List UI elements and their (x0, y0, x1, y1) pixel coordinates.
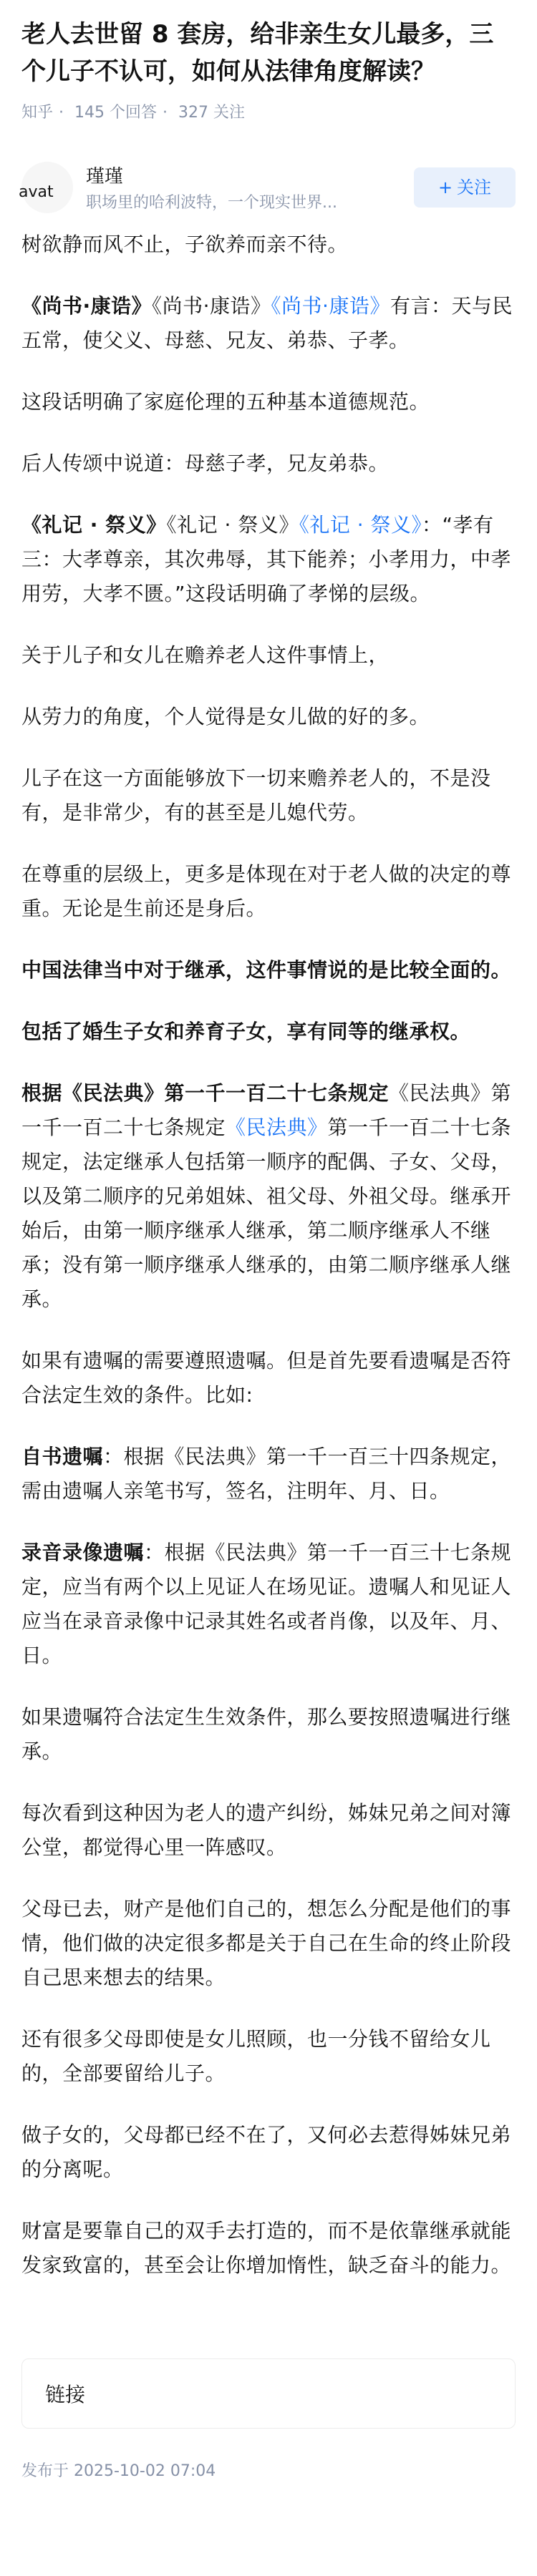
paragraph: 关于儿子和女儿在赡养老人这件事情上， (21, 643, 390, 667)
question-meta: 知乎 · 145 个回答 · 327 关注 (21, 104, 246, 122)
paragraph: 后人传颂中说道：母慈子孝，兄友弟恭。 (21, 452, 390, 475)
paragraph: 父母已去，财产是他们自己的，想怎么分配是他们的事情，他们做的决定很多都是关于自己在生命的终止阶段自己思来想去的结果。 (21, 1897, 512, 1989)
author-bio: 职场里的哈利波特，一个现实世界... (86, 194, 337, 212)
paragraph: 树欲静而风不止，子欲养而亲不待。 (21, 233, 349, 256)
avatar-alt-text: avat (19, 183, 54, 201)
paragraph: 根据《民法典》第一千一百二十七条规定《民法典》第一千一百二十七条规定《民法典》第一千一百二十七条规定，法定继承人包括第一顺序的配偶、子女、父母，以及第二顺序的兄弟姐妹、祖父母、外祖父母。继承开始后，由第一顺序继承人继承，第二顺序继承人不继承；没有第一顺序继承人继承的，由第二顺序继承人继承。 (21, 1081, 512, 1311)
paragraph: 财富是要靠自己的双手去打造的，而不是依靠继承就能发家致富的，甚至会让你增加惰性，缺乏奋斗的能力。 (21, 2219, 512, 2277)
paragraph: 每次看到这种因为老人的遗产纠纷，姊妹兄弟之间对簿公堂，都觉得心里一阵感叹。 (21, 1801, 512, 1859)
follow-count: 327 关注 (178, 104, 246, 122)
answer-content (21, 228, 516, 2310)
follow-button[interactable] (414, 167, 516, 208)
paragraph: 如果有遗嘱的需要遵照遗嘱。但是首先要看遗嘱是否符合法定生效的条件。比如: (21, 1349, 512, 1407)
paragraph: 从劳力的角度，个人觉得是女儿做的好的多。 (21, 705, 430, 728)
follow-label: 关注 (457, 177, 492, 197)
bold-text: 包括了婚生子女和养育子女，享有同等的继承权。 (21, 1020, 471, 1043)
paragraph: 《礼记 · 祭义》《礼记 · 祭义》《礼记 · 祭义》：“孝有三：大孝尊亲，其次弗辱，其下能养；小孝用力，中孝用劳，大孝不匮。”这段话明确了孝悌的层级。 (21, 513, 512, 605)
paragraph: 在尊重的层级上，更多是体现在对于老人做的决定的尊重。无论是生前还是身后。 (21, 862, 512, 920)
paragraph: 自书遗嘱：根据《民法典》第一千一百三十四条规定，需由遗嘱人亲笔书写，签名，注明年、月、日。 (21, 1445, 512, 1503)
bold-text: 根据《民法典》第一千一百二十七条规定 (21, 1081, 390, 1105)
paragraph: 《尚书·康诰》《尚书·康诰》《尚书·康诰》有言：天与民五常，使父义、母慈、兄友、弟恭、子孝。 (21, 294, 513, 352)
question-title[interactable]: 老人去世留 8 套房，给非亲生女儿最多，三个儿子不认可，如何从法律角度解读？ (21, 20, 494, 86)
inline-link[interactable]: 《尚书·康诰》 (271, 294, 390, 318)
bold-text: 《礼记 · 祭义》 (21, 513, 167, 537)
bold-text: 《尚书·康诰》 (21, 294, 153, 318)
answer-count[interactable]: 145 个回答 (74, 104, 158, 122)
bold-text: 中国法律当中对于继承，这件事情说的是比较全面的。 (21, 958, 512, 982)
paragraph (21, 953, 516, 987)
author-name[interactable]: 瑾瑾 (86, 166, 124, 187)
paragraph: 录音录像遗嘱：根据《民法典》第一千一百三十七条规定，应当有两个以上见证人在场见证。遗嘱人和见证人应当在录音录像中记录其姓名或者肖像，以及年、月、日。 (21, 1541, 512, 1667)
paragraph: 做子女的，父母都已经不在了，又何必去惹得姊妹兄弟的分离呢。 (21, 2123, 512, 2181)
bold-text: 录音录像遗嘱 (21, 1541, 145, 1564)
paragraph: 儿子在这一方面能够放下一切来赡养老人的，不是没有，是非常少，有的甚至是儿媳代劳。 (21, 766, 491, 824)
bold-text: 自书遗嘱 (21, 1445, 104, 1468)
plus-icon: + (437, 177, 453, 197)
inline-link[interactable]: 《民法典》 (226, 1116, 328, 1139)
publish-time: 发布于 2025-10-02 07:04 (21, 2462, 216, 2480)
link-card-label: 链接 (45, 2383, 86, 2406)
paragraph: 如果遗嘱符合法定生生效条件，那么要按照遗嘱进行继承。 (21, 1705, 512, 1763)
link-card[interactable] (21, 2358, 516, 2429)
paragraph: 还有很多父母即使是女儿照顾，也一分钱不留给女儿的，全部要留给儿子。 (21, 2027, 491, 2085)
source-label[interactable]: 知乎 (21, 104, 54, 122)
inline-link[interactable]: 《礼记 · 祭义》 (299, 513, 422, 537)
author-row (21, 159, 516, 216)
paragraph (21, 1015, 516, 1049)
paragraph: 这段话明确了家庭伦理的五种基本道德规范。 (21, 390, 430, 414)
